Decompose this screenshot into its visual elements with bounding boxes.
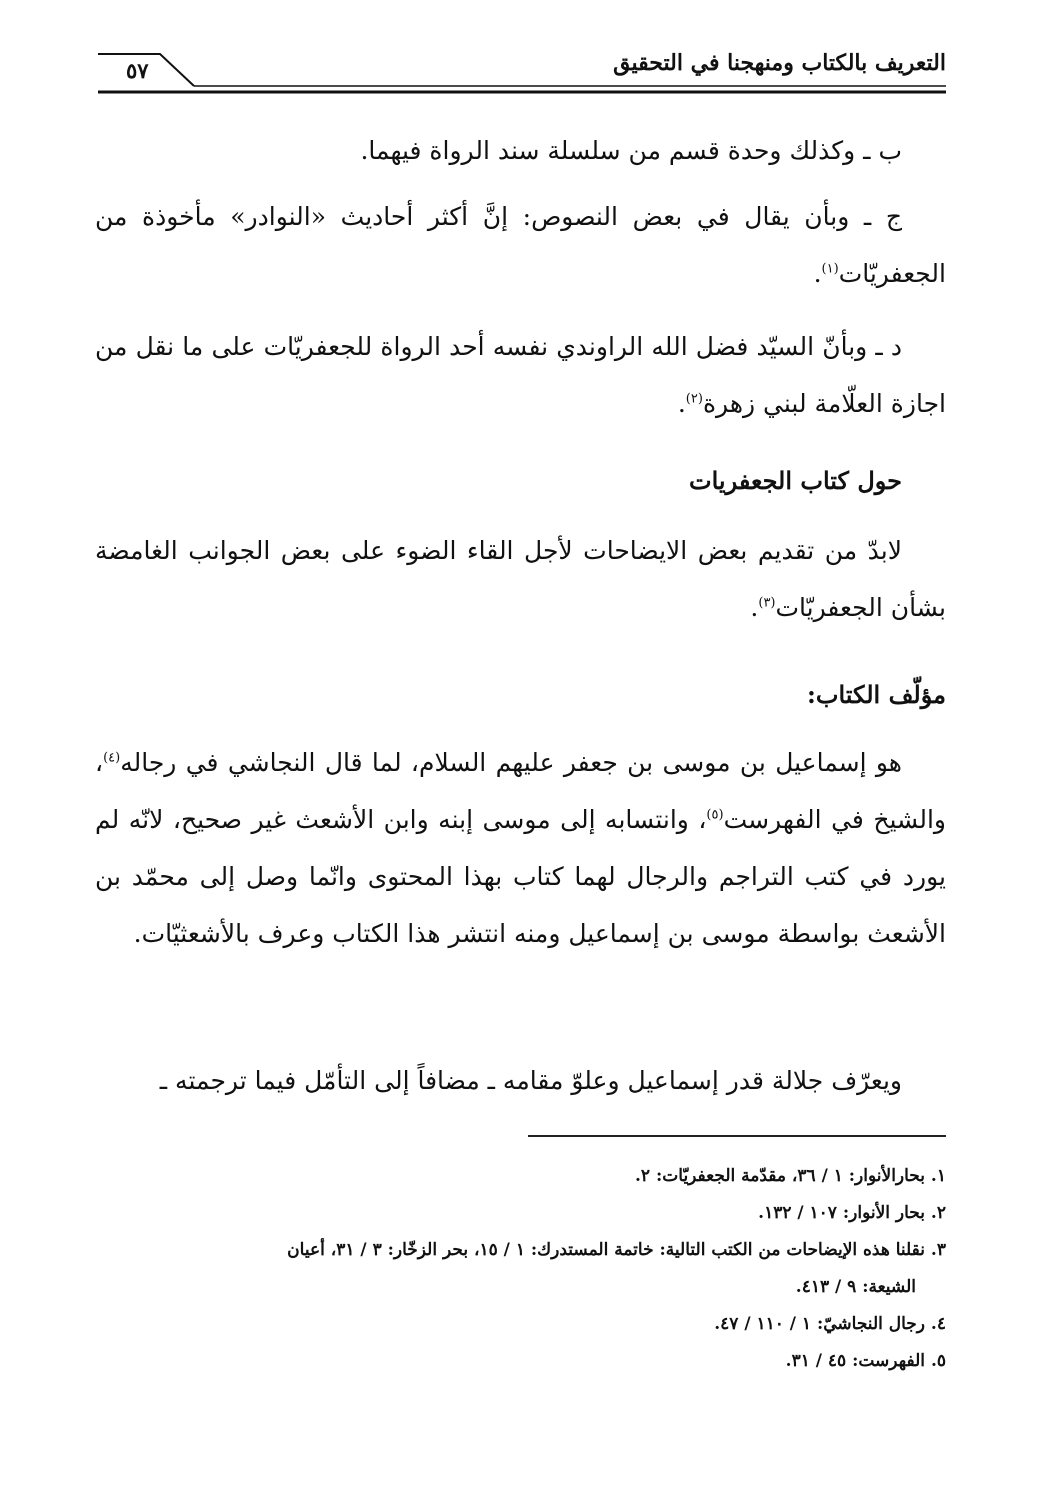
text-run: . [813, 259, 822, 288]
footnote-3: ٣. نقلنا هذه الإيضاحات من الكتب التالية: خاتمة المستدرك: ١ / ١٥، بحر الزخّار: ٣ / ٣١، أعيان [287, 1240, 946, 1260]
paragraph-status [95, 1052, 946, 1109]
paragraph-d [95, 318, 946, 432]
text-run: . [677, 389, 686, 418]
text-run: لابدّ من تقديم بعض الايضاحات لأجل القاء الضوء على بعض الجوانب الغامضة بشأن الجعفريّات [95, 536, 946, 622]
text-run: هو إسماعيل بن موسى بن جعفر عليهم السلام، لما قال النجاشي في رجاله [120, 748, 902, 777]
footnote-ref-5[interactable]: (٥) [706, 807, 724, 823]
text-run: . [750, 593, 759, 622]
footnote-ref-1[interactable]: (١) [821, 261, 839, 277]
footnote-1: ١. بحارالأنوار: ١ / ٣٦، مقدّمة الجعفريّات: ٢. [635, 1166, 946, 1186]
paragraph-text: ب ـ وكذلك وحدة قسم من سلسلة سند الرواة فيهما. [360, 136, 902, 165]
text-run: د ـ وبأنّ السيّد فضل الله الراوندي نفسه أحد الرواة للجعفريّات على ما نقل من اجازة العلّامة لبني زهرة [95, 332, 946, 418]
heading-text: حول كتاب الجعفريات [689, 466, 902, 495]
section-heading-jafariyat [95, 466, 946, 495]
paragraph-text [95, 734, 946, 962]
footnote-separator [528, 1135, 946, 1137]
footnote-ref-4[interactable]: (٤) [103, 750, 121, 766]
text-run: ، وانتسابه إلى موسى إبنه وابن الأشعث غير صحيح، لانّه لم يورد في كتب التراجم والرجال لهما كتاب بهذا المحتوى وانّما وصل إلى محمّد بن الأشعث بواسطة موسى بن إسماعيل ومنه انتشر هذا الكتاب وعرف بالأشعثيّات. [95, 805, 946, 948]
running-header [98, 40, 946, 100]
paragraph-intro [95, 522, 946, 636]
paragraph-author [95, 734, 946, 962]
footnote-3-continued: الشيعة: ٩ / ٤١٣. [795, 1277, 916, 1297]
paragraph-text [95, 318, 946, 432]
footnote-ref-3[interactable]: (٣) [758, 595, 776, 611]
paragraph-j [95, 188, 946, 302]
page-number: ٥٧ [126, 58, 149, 83]
footnote-4: ٤. رجال النجاشيّ: ١ / ١١٠ / ٤٧. [714, 1314, 946, 1334]
heading-text: مؤلّف الكتاب: [806, 680, 946, 709]
section-heading-author [95, 680, 946, 709]
paragraph-text [95, 188, 946, 302]
footnote-5: ٥. الفهرست: ٤٥ / ٣١. [785, 1351, 946, 1371]
footnote-2: ٢. بحار الأنوار: ١٠٧ / ١٣٢. [758, 1203, 946, 1223]
text-run: ج ـ وبأن يقال في بعض النصوص: إنَّ أكثر أحاديث «النوادر» مأخوذة من الجعفريّات [95, 202, 946, 288]
footnote-ref-2[interactable]: (٢) [685, 391, 703, 407]
paragraph-text: ويعرّف جلالة قدر إسماعيل وعلوّ مقامه ـ مضافاً إلى التأمّل فيما ترجمته ـ [159, 1066, 902, 1095]
running-title: التعريف بالكتاب ومنهجنا في التحقيق [613, 50, 946, 76]
footnotes [95, 1158, 946, 1380]
text-run: ، والشيخ في الفهرست [95, 748, 946, 834]
paragraph-b [95, 122, 946, 179]
paragraph-text [95, 522, 946, 636]
